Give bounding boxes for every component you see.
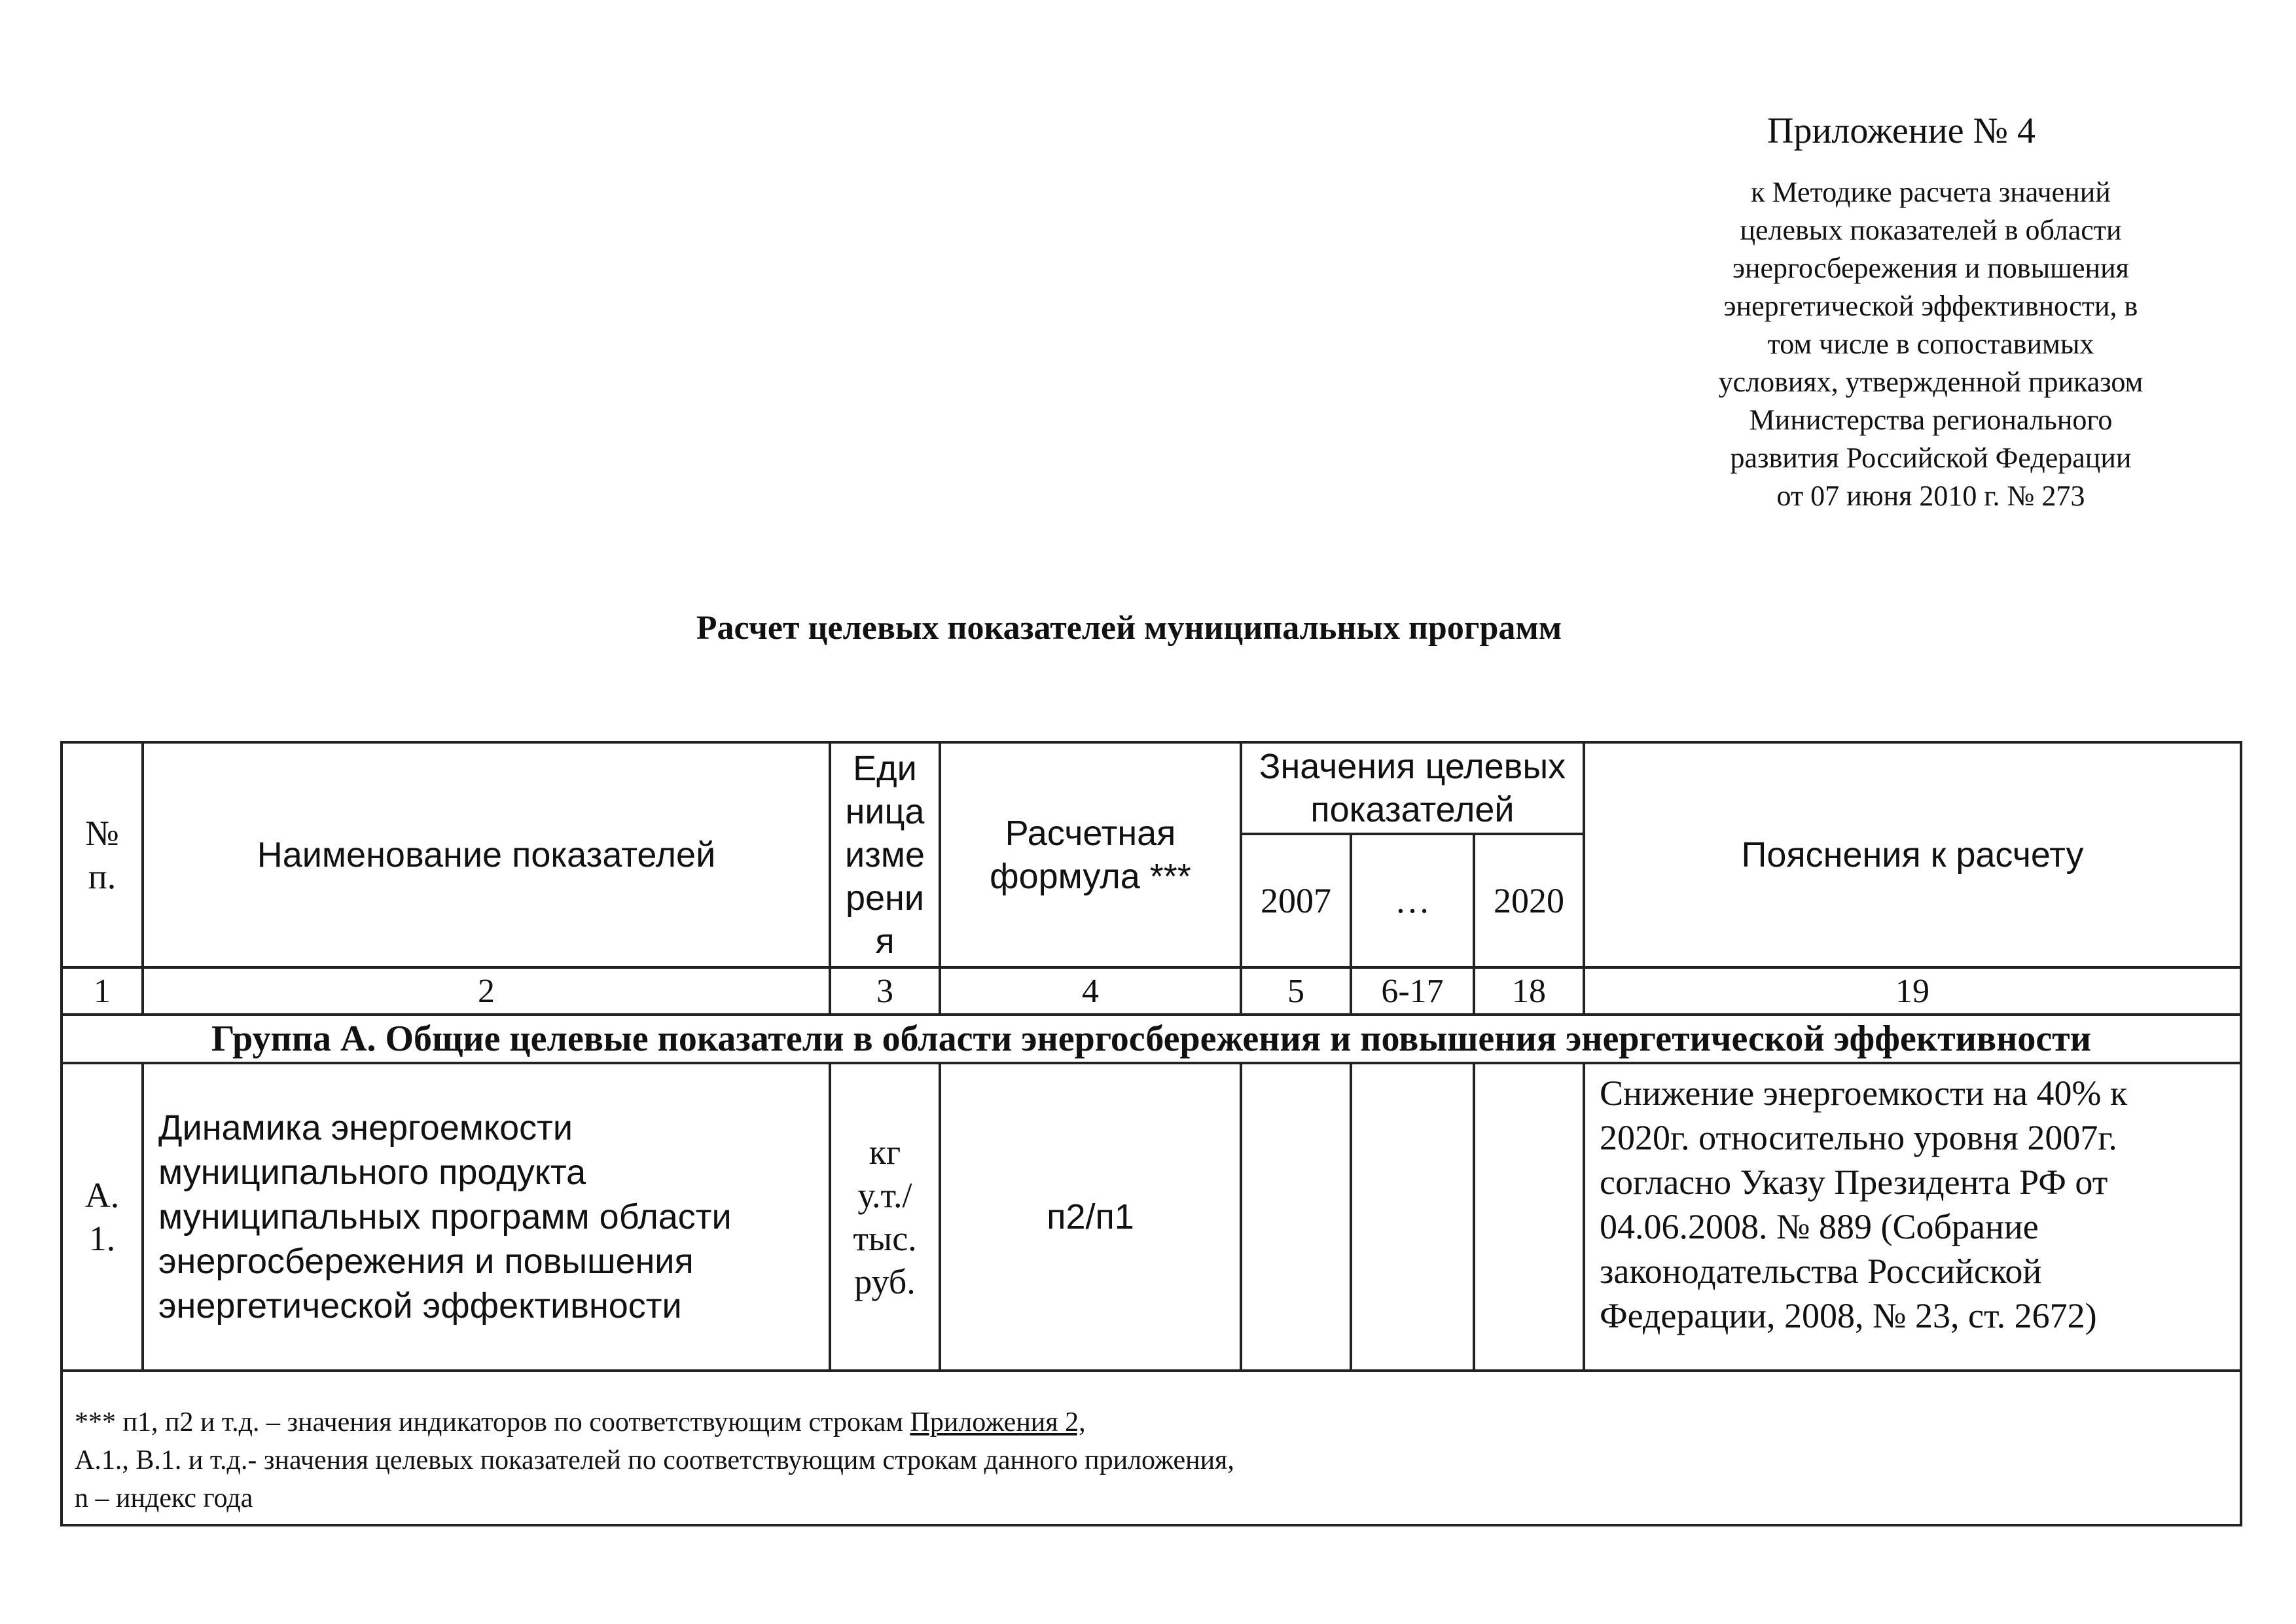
row-value-2020 — [1474, 1063, 1584, 1371]
row-explain-line: Федерации, 2008, № 23, ст. 2672) — [1600, 1296, 2097, 1335]
annex-line: Министерства регионального — [1749, 404, 2113, 436]
row-formula: п2/п1 — [940, 1063, 1241, 1371]
row-explain-line: 04.06.2008. № 889 (Собрание — [1600, 1207, 2039, 1246]
group-title: Группа А. Общие целевые показатели в области энергосбережения и повышения энергетической эффективности — [62, 1015, 2241, 1063]
header-unit-line: рени — [845, 878, 925, 918]
header-num — [62, 742, 143, 967]
row-explain-line: 2020г. относительно уровня 2007г. — [1600, 1118, 2117, 1157]
row-name-line: энергетической эффективности — [158, 1286, 682, 1326]
annex-description — [1649, 173, 2212, 515]
footnote-line: n – индекс года — [75, 1483, 253, 1513]
column-numbers-row — [62, 967, 2241, 1015]
header-num-line: п. — [88, 857, 117, 896]
row-num-line: А. — [84, 1176, 120, 1215]
row-unit-line: кг — [869, 1132, 901, 1172]
row-explain — [1584, 1063, 2241, 1371]
annex-line: энергосбережения и повышения — [1732, 252, 2129, 284]
appendix-2-link[interactable]: Приложения 2, — [910, 1407, 1086, 1437]
row-unit-line: тыс. — [853, 1219, 917, 1258]
header-explain: Пояснения к расчету — [1584, 742, 2241, 967]
header-unit-line: изме — [844, 835, 925, 875]
column-number: 18 — [1474, 967, 1584, 1015]
header-unit-line: ница — [845, 792, 925, 831]
annex-line: условиях, утвержденной приказом — [1718, 366, 2144, 398]
header-num-line: № — [85, 814, 119, 853]
column-number: 5 — [1241, 967, 1351, 1015]
column-number: 6-17 — [1351, 967, 1474, 1015]
row-unit — [830, 1063, 940, 1371]
indicators-table — [60, 741, 2242, 1526]
row-name-line: Динамика энергоемкости — [158, 1108, 573, 1147]
row-explain-line: согласно Указу Президента РФ от — [1600, 1163, 2108, 1202]
footnote-line — [75, 1403, 2240, 1441]
column-number: 19 — [1584, 967, 2241, 1015]
row-explain-line: Снижение энергоемкости на 40% к — [1600, 1074, 2128, 1113]
annex-line: энергетической эффективности, в — [1723, 290, 2138, 322]
annex-line: к Методике расчета значений — [1751, 176, 2111, 208]
footnote-text: *** п1, п2 и т.д. – значения индикаторов по соответствующим строкам — [75, 1407, 910, 1437]
document-title: Расчет целевых показателей муниципальных программ — [696, 609, 1562, 647]
header-values-line: показателей — [1310, 790, 1515, 829]
footnote-row — [62, 1371, 2241, 1525]
header-year-mid: … — [1351, 834, 1474, 967]
row-name-line: энергосбережения и повышения — [158, 1242, 694, 1281]
column-number: 4 — [940, 967, 1241, 1015]
row-num — [62, 1063, 143, 1371]
row-unit-line: у.т./ — [857, 1176, 912, 1215]
group-row — [62, 1015, 2241, 1063]
row-name-line: муниципального продукта — [158, 1153, 586, 1192]
row-value-mid — [1351, 1063, 1474, 1371]
table-header-row — [62, 742, 2241, 834]
header-year-first: 2007 — [1241, 834, 1351, 967]
header-values-line: Значения целевых — [1259, 747, 1566, 786]
header-name: Наименование показателей — [143, 742, 830, 967]
annex-line: развития Российской Федерации — [1730, 442, 2132, 474]
header-formula — [940, 742, 1241, 967]
column-number: 2 — [143, 967, 830, 1015]
header-formula-line: Расчетная — [1005, 814, 1176, 853]
footnote — [62, 1371, 2241, 1525]
annex-line: том числе в сопоставимых — [1767, 328, 2094, 360]
annex-line: от 07 июня 2010 г. № 273 — [1776, 480, 2085, 512]
row-explain-line: законодательства Российской — [1600, 1252, 2042, 1291]
column-number: 3 — [830, 967, 940, 1015]
header-formula-line: формула *** — [990, 857, 1191, 896]
row-value-2007 — [1241, 1063, 1351, 1371]
header-unit-line: Еди — [853, 749, 917, 788]
row-num-line: 1. — [88, 1219, 116, 1258]
table-row — [62, 1063, 2241, 1371]
footnote-line: А.1., В.1. и т.д.- значения целевых показателей по соответствующим строкам данного приложения, — [75, 1445, 1234, 1475]
column-number: 1 — [62, 967, 143, 1015]
annex-line: целевых показателей в области — [1740, 214, 2122, 246]
header-values-group — [1241, 742, 1584, 834]
annex-title: Приложение № 4 — [1767, 111, 2036, 151]
header-unit — [830, 742, 940, 967]
header-year-last: 2020 — [1474, 834, 1584, 967]
header-unit-line: я — [875, 922, 895, 961]
row-name — [143, 1063, 830, 1371]
row-name-line: муниципальных программ области — [158, 1197, 732, 1236]
row-unit-line: руб. — [854, 1262, 916, 1301]
